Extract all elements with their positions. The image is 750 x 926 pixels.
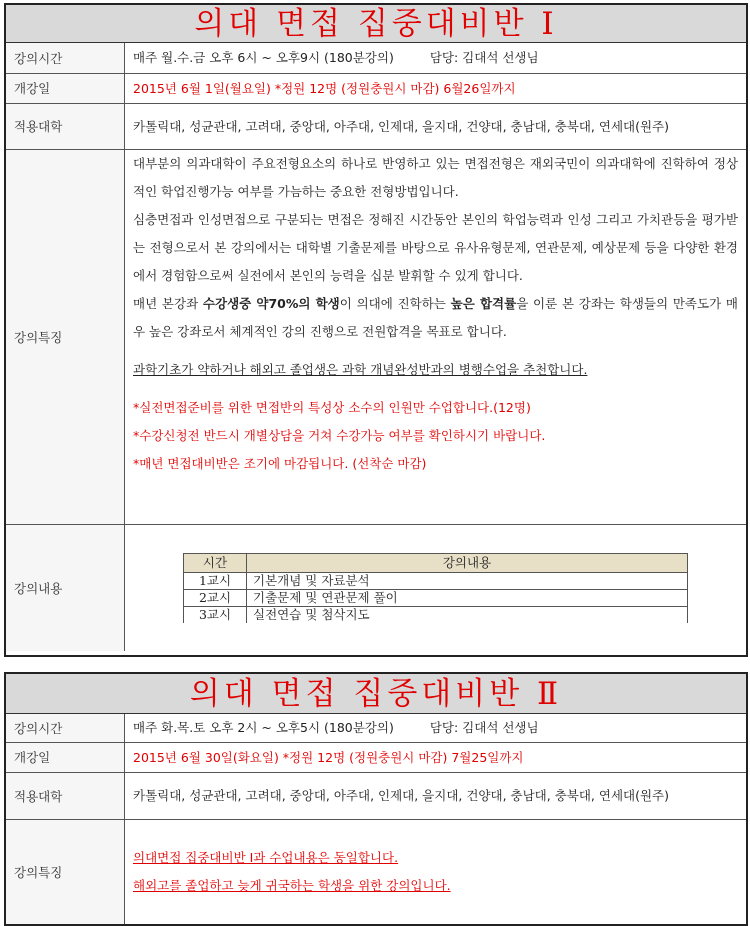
feature-label: 강의특징 — [6, 149, 125, 524]
recommend-note: 과학기초가 약하거나 해외고 졸업생은 과학 개념완성반과의 병행수업을 추천합니다. — [133, 361, 588, 377]
teacher-text: 담당: 김대석 선생님 — [429, 720, 539, 736]
content-label: 강의내용 — [6, 524, 125, 651]
content-table — [183, 553, 688, 623]
univ-value: 카톨릭대, 성균관대, 고려대, 중앙대, 아주대, 인제대, 을지대, 건양대, 충남대, 충북대, 연세대(원주) — [125, 772, 747, 819]
feature-line-2: 해외고를 졸업하고 늦게 귀국하는 학생을 위한 강의입니다. — [133, 877, 451, 893]
time-label: 강의시간 — [6, 43, 125, 73]
univ-label: 적용대학 — [6, 772, 125, 819]
notice-1: *실전면접준비를 위한 면접반의 특성상 소수의 인원만 수업합니다.(12명) — [133, 399, 531, 415]
notice-3: *매년 면접대비반은 조기에 마감됩니다. (선착순 마감) — [133, 455, 427, 471]
feature-content — [125, 819, 747, 924]
course1-panel — [4, 3, 748, 657]
content-cell — [125, 524, 747, 651]
table-row: 1교시 기본개념 및 자료분석 — [184, 572, 688, 589]
univ-value: 카톨릭대, 성균관대, 고려대, 중앙대, 아주대, 인제대, 을지대, 건양대, 충남대, 충북대, 연세대(원주) — [125, 103, 747, 149]
course1-info-table — [6, 43, 746, 651]
content-header: 강의내용 — [247, 553, 688, 572]
start-label: 개강일 — [6, 742, 125, 772]
time-value — [125, 43, 747, 73]
start-label: 개강일 — [6, 73, 125, 103]
start-value: 2015년 6월 1일(월요일) *정원 12명 (정원충원시 마감) 6월26일까지 — [125, 73, 747, 103]
table-row: 3교시 실전연습 및 첨삭지도 — [184, 606, 688, 623]
feature-label: 강의특징 — [6, 819, 125, 924]
start-value: 2015년 6월 30일(화요일) *정원 12명 (정원충원시 마감) 7월25일까지 — [125, 742, 747, 772]
course2-info-table — [6, 714, 746, 924]
notice-2: *수강신청전 반드시 개별상담을 거쳐 수강가능 여부를 확인하시기 바랍니다. — [133, 427, 546, 443]
feature-paragraph: 대부분의 의과대학이 주요전형요소의 하나로 반영하고 있는 면접전형은 재외국민이 의과대학에 진학하여 정상적인 학업진행가능 여부를 가늠하는 중요한 전형방법입니다. — [133, 155, 738, 199]
feature-content — [125, 149, 747, 524]
course2-panel — [4, 672, 748, 926]
course2-title: 의대 면접 집중대비반 Ⅱ — [6, 674, 746, 714]
time-value — [125, 714, 747, 742]
time-text: 매주 화.목.토 오후 2시 ~ 오후5시 (180분강의) — [133, 720, 394, 736]
teacher-text: 담당: 김대석 선생님 — [429, 50, 539, 66]
time-label: 강의시간 — [6, 714, 125, 742]
feature-line-1: 의대면접 집중대비반 Ⅰ과 수업내용은 동일합니다. — [133, 849, 399, 865]
content-header: 시간 — [184, 553, 247, 572]
table-row: 2교시 기출문제 및 연관문제 풀이 — [184, 589, 688, 606]
feature-paragraph: 매년 본강좌 수강생중 약70%의 학생이 의대에 진학하는 높은 합격률을 이룬 본 강좌는 학생들의 만족도가 매우 높은 강좌로서 체계적인 강의 진행으로 전원합격을 목표로 합니다. — [133, 295, 738, 339]
univ-label: 적용대학 — [6, 103, 125, 149]
feature-paragraph: 심층면접과 인성면접으로 구분되는 면접은 정해진 시간동안 본인의 학업능력과 인성 그리고 가치관등을 평가받는 전형으로서 본 강의에서는 대학별 기출문제를 바탕으로 유사유형문제, 연관문제, 예상문제 등을 다양한 환경에서 경험함으로써 실전에서 본인의 능력을 십분 발휘할 수 있게 합니다. — [133, 211, 738, 283]
course1-title: 의대 면접 집중대비반 Ⅰ — [6, 5, 746, 43]
time-text: 매주 월.수.금 오후 6시 ~ 오후9시 (180분강의) — [133, 50, 394, 66]
